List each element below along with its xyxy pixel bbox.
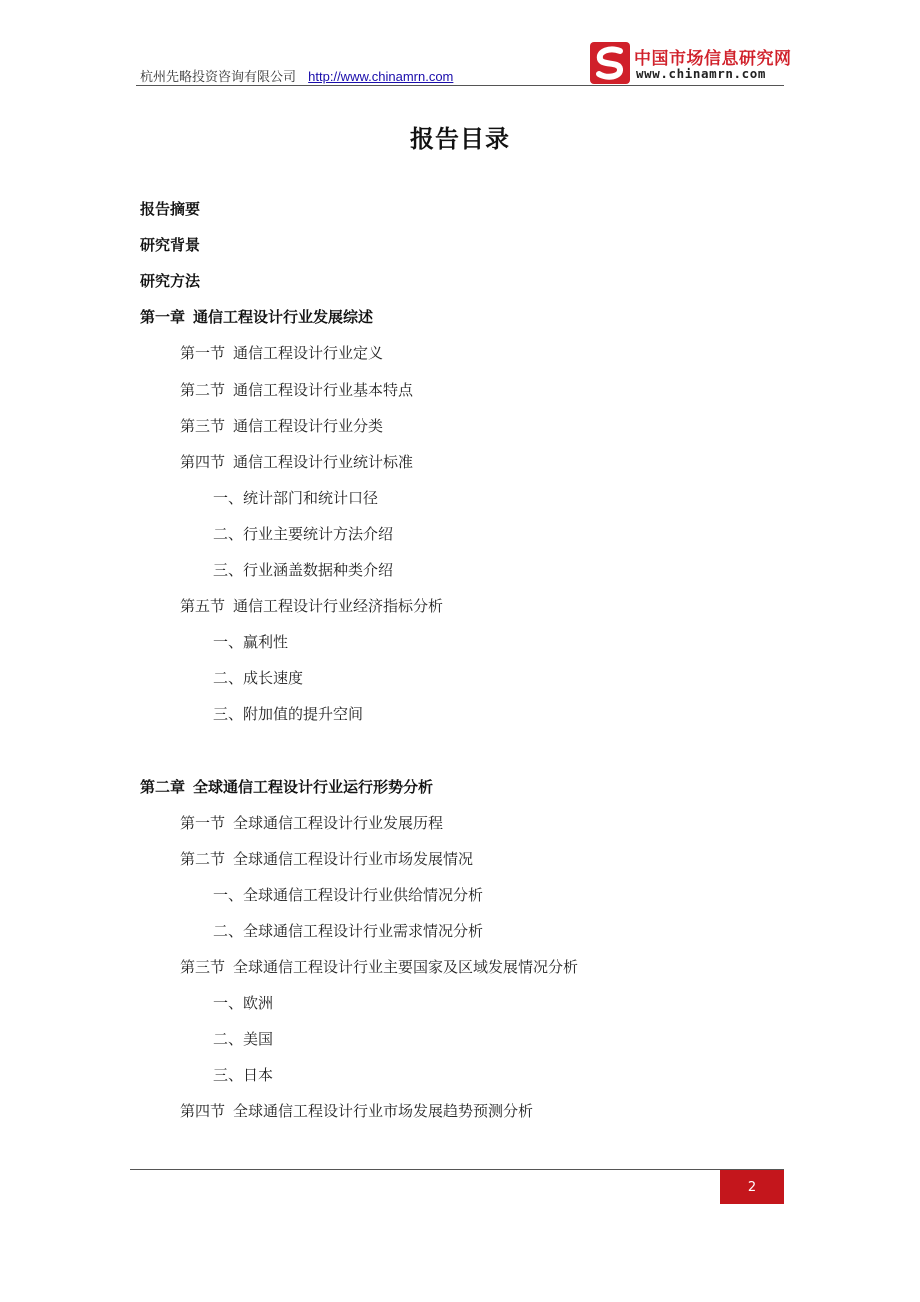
header-left — [140, 66, 453, 85]
toc-chapter — [140, 307, 373, 327]
toc-number: 第二节 — [180, 850, 226, 868]
toc-number: 第一章 — [140, 308, 186, 326]
toc-subsection — [213, 921, 483, 941]
toc-text: 通信工程设计行业发展综述 — [193, 308, 374, 326]
toc-number: 第一节 — [180, 344, 226, 362]
toc-text: 全球通信工程设计行业主要国家及区域发展情况分析 — [233, 958, 579, 976]
toc-number: 第二节 — [180, 381, 226, 399]
toc-subsection — [213, 524, 393, 544]
toc-text: 一、统计部门和统计口径 — [213, 489, 379, 507]
toc-text: 一、全球通信工程设计行业供给情况分析 — [213, 886, 484, 904]
toc-number: 第四节 — [180, 1102, 226, 1120]
toc-section — [180, 1101, 533, 1121]
toc-text: 全球通信工程设计行业运行形势分析 — [193, 778, 434, 796]
toc-chapter — [140, 235, 200, 255]
page-number-badge — [720, 1170, 784, 1204]
toc-section — [180, 452, 413, 472]
toc-section — [180, 813, 443, 833]
toc-subsection — [213, 488, 378, 508]
toc-text: 二、行业主要统计方法介绍 — [213, 525, 394, 543]
toc-subsection — [213, 668, 303, 688]
page-title: 报告目录 — [410, 125, 510, 153]
logo-mark-icon — [590, 42, 630, 84]
toc-section — [180, 380, 413, 400]
logo-url: www.chinamrn.com — [636, 66, 767, 81]
header-divider — [136, 85, 784, 86]
site-logo — [590, 42, 790, 84]
toc-text: 二、美国 — [213, 1030, 274, 1048]
toc-section — [180, 849, 473, 869]
toc-text: 报告摘要 — [140, 200, 201, 218]
toc-text: 通信工程设计行业定义 — [233, 344, 384, 362]
toc-number: 第三节 — [180, 417, 226, 435]
toc-section — [180, 596, 443, 616]
toc-text: 一、赢利性 — [213, 633, 289, 651]
page-number: 2 — [747, 1179, 757, 1195]
toc-number: 第四节 — [180, 453, 226, 471]
toc-text: 二、全球通信工程设计行业需求情况分析 — [213, 922, 484, 940]
toc-text: 一、欧洲 — [213, 994, 274, 1012]
toc-text: 研究方法 — [140, 272, 201, 290]
toc-subsection — [213, 1029, 273, 1049]
company-name: 杭州先略投资咨询有限公司 — [140, 70, 297, 85]
toc-subsection — [213, 632, 288, 652]
toc-text: 三、附加值的提升空间 — [213, 705, 364, 723]
footer-divider — [130, 1169, 784, 1170]
toc-text: 研究背景 — [140, 236, 201, 254]
toc-text: 通信工程设计行业经济指标分析 — [233, 597, 444, 615]
logo-title: 中国市场信息研究网 — [634, 49, 792, 69]
toc-chapter — [140, 777, 433, 797]
toc-number: 第二章 — [140, 778, 186, 796]
toc-number: 第三节 — [180, 958, 226, 976]
toc-subsection — [213, 1065, 273, 1085]
toc-number: 第一节 — [180, 814, 226, 832]
toc-text: 三、行业涵盖数据种类介绍 — [213, 561, 394, 579]
toc-text: 全球通信工程设计行业发展历程 — [233, 814, 444, 832]
toc-text: 通信工程设计行业分类 — [233, 417, 384, 435]
toc-text: 三、日本 — [213, 1066, 274, 1084]
toc-section — [180, 343, 383, 363]
website-link[interactable]: http://www.chinamrn.com — [308, 69, 454, 84]
toc-section — [180, 416, 383, 436]
toc-subsection — [213, 704, 363, 724]
toc-text: 通信工程设计行业基本特点 — [233, 381, 414, 399]
toc-subsection — [213, 993, 273, 1013]
toc-section — [180, 957, 578, 977]
toc-chapter — [140, 199, 200, 219]
toc-subsection — [213, 560, 393, 580]
toc-number: 第五节 — [180, 597, 226, 615]
toc-text: 通信工程设计行业统计标准 — [233, 453, 414, 471]
toc-subsection — [213, 885, 483, 905]
toc-chapter — [140, 271, 200, 291]
toc-text: 全球通信工程设计行业市场发展趋势预测分析 — [233, 1102, 534, 1120]
toc-text: 二、成长速度 — [213, 669, 304, 687]
toc-text: 全球通信工程设计行业市场发展情况 — [233, 850, 474, 868]
